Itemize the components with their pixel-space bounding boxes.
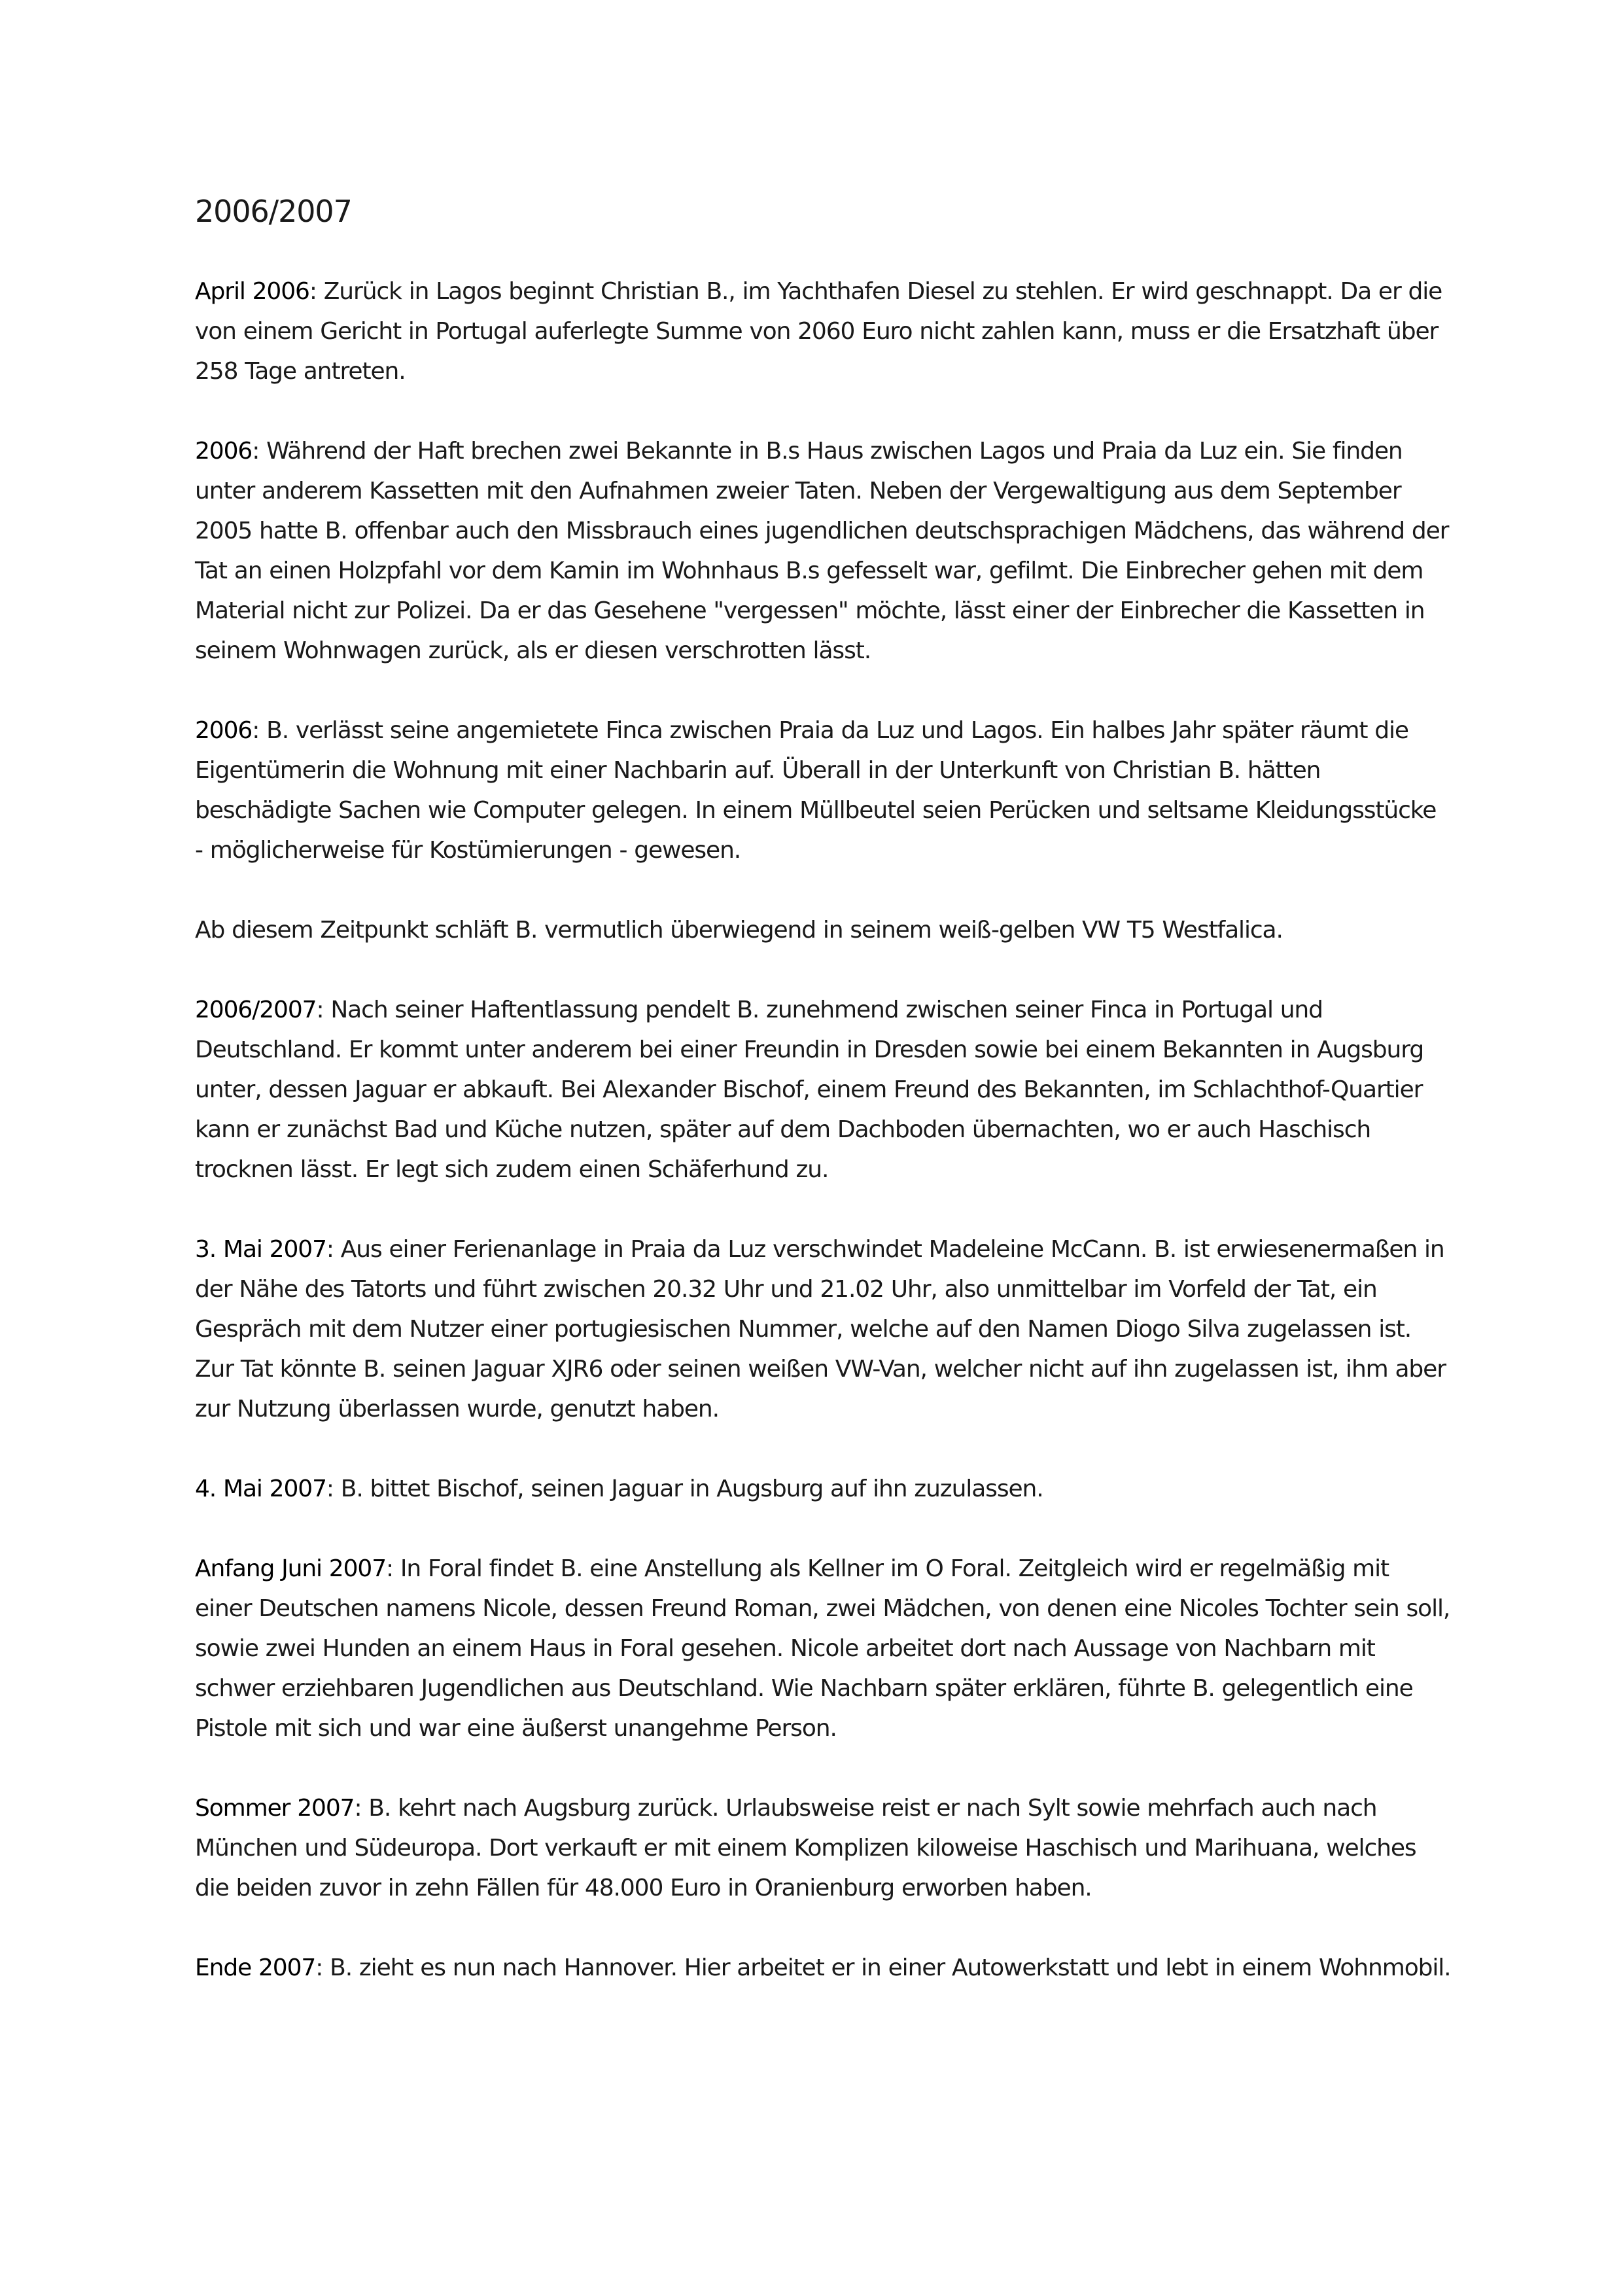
page-title: 2006/2007	[195, 194, 352, 229]
timeline-entry-2006-finca	[195, 711, 1451, 870]
entry-text: : Während der Haft brechen zwei Bekannte in B.s Haus zwischen Lagos und Praia da Luz ein. Sie finden unter anderem Kassetten mit den Aufnahmen zweier Taten. Neben der Vergewaltigung aus dem September 2005 hatte B. offenbar auch den Missbrauch eines jugendlichen deutschsprachigen Mädchens, das während der Tat an einen Holzpfahl vor dem Kamin im Wohnhaus B.s gefesselt war, gefilmt. Die Einbrecher gehen mit dem Material nicht zur Polizei. Da er das Gesehene "vergessen" möchte, lässt einer der Einbrecher die Kassetten in seinem Wohnwagen zurück, als er diesen verschrotten lässt.	[195, 438, 1449, 664]
entry-text: : In Foral findet B. eine Anstellung als Kellner im O Foral. Zeitgleich wird er regelmäßig mit einer Deutschen namens Nicole, dessen Freund Roman, zwei Mädchen, von denen eine Nicoles Tochter sein soll, sowie zwei Hunden an einem Haus in Foral gesehen. Nicole arbeitet dort nach Aussage von Nachbarn mit schwer erziehbaren Jugendlichen aus Deutschland. Wie Nachbarn später erklären, führte B. gelegentlich eine Pistole mit sich und war eine äußerst unangehme Person.	[195, 1555, 1450, 1742]
entry-text: Ab diesem Zeitpunkt schläft B. vermutlich überwiegend in seinem weiß-gelben VW T5 Westfalica.	[195, 917, 1283, 944]
entry-text: : B. zieht es nun nach Hannover. Hier arbeitet er in einer Autowerkstatt und lebt in einem Wohnmobil.	[315, 1954, 1451, 1981]
timeline-entry-4-mai-2007	[195, 1469, 1451, 1509]
entry-date: Ende 2007	[195, 1954, 316, 1981]
entry-date: April 2006	[195, 278, 309, 305]
document-body	[195, 192, 1451, 1988]
entry-text: : B. verlässt seine angemietete Finca zwischen Praia da Luz und Lagos. Ein halbes Jahr später räumt die Eigentümerin die Wohnung mit einer Nachbarin auf. Überall in der Unterkunft von Christian B. hätten beschädigte Sachen wie Computer gelegen. In einem Müllbeutel seien Perücken und seltsame Kleidungsstücke - möglicherweise für Kostümierungen - gewesen.	[195, 717, 1437, 864]
entry-text: : Nach seiner Haftentlassung pendelt B. zunehmend zwischen seiner Finca in Portugal und Deutschland. Er kommt unter anderem bei einer Freundin in Dresden sowie bei einem Bekannten in Augsburg unter, dessen Jaguar er abkauft. Bei Alexander Bischof, einem Freund des Bekannten, im Schlachthof-Quartier kann er zunächst Bad und Küche nutzen, später auf dem Dachboden übernachten, wo er auch Haschisch trocknen lässt. Er legt sich zudem einen Schäferhund zu.	[195, 997, 1424, 1183]
entry-date: 2006	[195, 717, 253, 744]
entry-text: : B. kehrt nach Augsburg zurück. Urlaubsweise reist er nach Sylt sowie mehrfach auch nach München und Südeuropa. Dort verkauft er mit einem Komplizen kiloweise Haschisch und Marihuana, welches die beiden zuvor in zehn Fällen für 48.000 Euro in Oranienburg erworben haben.	[195, 1795, 1416, 1901]
timeline-entry-2006-burglary	[195, 431, 1451, 671]
entry-text: : Zurück in Lagos beginnt Christian B., im Yachthafen Diesel zu stehlen. Er wird geschnappt. Da er die von einem Gericht in Portugal auferlegte Summe von 2060 Euro nicht zahlen kann, muss er die Ersatzhaft über 258 Tage antreten.	[195, 278, 1442, 385]
entry-date: 2006/2007	[195, 997, 317, 1023]
timeline-entry-3-mai-2007	[195, 1229, 1451, 1429]
entry-date: 4. Mai 2007	[195, 1475, 326, 1502]
entry-text: : B. bittet Bischof, seinen Jaguar in Augsburg auf ihn zuzulassen.	[326, 1475, 1043, 1502]
timeline-entry-westfalica	[195, 910, 1451, 950]
timeline-entry-sommer-2007	[195, 1788, 1451, 1908]
entry-date: Sommer 2007	[195, 1795, 355, 1822]
entry-date: 3. Mai 2007	[195, 1236, 326, 1263]
timeline-entry-april-2006	[195, 272, 1451, 391]
timeline-entry-anfang-juni-2007	[195, 1549, 1451, 1748]
entry-date: 2006	[195, 438, 253, 465]
entry-text: : Aus einer Ferienanlage in Praia da Luz verschwindet Madeleine McCann. B. ist erwiesenermaßen in der Nähe des Tatorts und führt zwischen 20.32 Uhr und 21.02 Uhr, also unmittelbar im Vorfeld der Tat, ein Gespräch mit dem Nutzer einer portugiesischen Nummer, welche auf den Namen Diogo Silva zugelassen ist. Zur Tat könnte B. seinen Jaguar XJR6 oder seinen weißen VW-Van, welcher nicht auf ihn zugelassen ist, ihm aber zur Nutzung überlassen wurde, genutzt haben.	[195, 1236, 1446, 1422]
timeline-entry-2006-2007	[195, 990, 1451, 1190]
entry-date: Anfang Juni 2007	[195, 1555, 387, 1582]
timeline-entry-ende-2007	[195, 1948, 1451, 1988]
